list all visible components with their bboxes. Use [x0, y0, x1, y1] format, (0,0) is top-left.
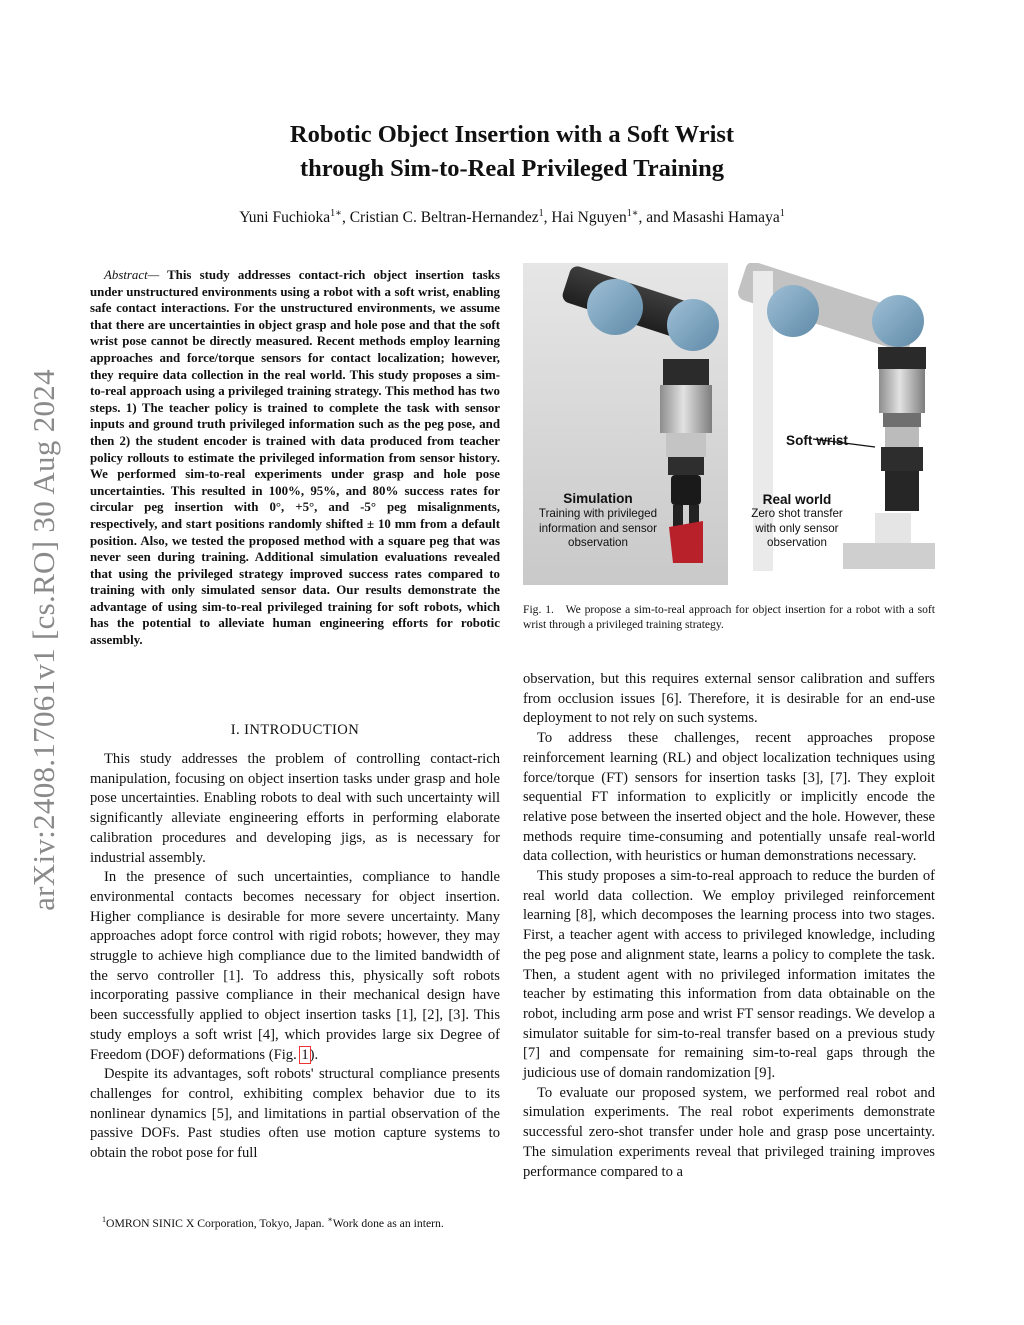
arxiv-id-text: arXiv:2408.17061v1 [cs.RO] 30 Aug 2024 — [26, 369, 61, 911]
real-world-description-line: with only sensor — [755, 521, 839, 535]
footnote-marker: 1 — [102, 1215, 106, 1224]
title-line-1: Robotic Object Insertion with a Soft Wrist — [289, 121, 735, 148]
author-3-affil: 1∗ — [626, 208, 639, 219]
abstract-text: This study addresses contact-rich object insertion tasks under unstructured environments using a robot with a soft wrist, enabling safe contact interactions. For the unstructured environments, we assume that there are uncertainties in object grasp and hole pose and that the soft wrist pose cannot be directly measured. Recent methods employ learning approaches and force/torque sensors for contact localization; however, they require data collection in the real world. This study proposes a sim-to-real approach using a privileged training strategy. This method has two steps. 1) The teacher policy is trained to complete the task with sensor inputs and ground truth privileged information such as the peg pose, and then 2) the student encoder is trained with data produced from teacher policy rollouts to estimate the privileged information from sensor history. We performed sim-to-real experiments under grasp and hole pose uncertainties. This resulted in 100%, 95%, and 80% success rates for circular peg insertion with 0°, +5°, and -5° peg misalignments, respectively, and start positions randomly shifted ± 10 mm from a default position. Also, we tested the proposed method with a square peg that was never seen during training. Additional simulation evaluations revealed that using the privileged strategy improved success rates compared to training with only simulated sensor data. Our results demonstrate the advantage of using sim-to-real privileged training for soft robots, which has the potential to alleviate human engineering efforts for robotic assembly. — [90, 268, 500, 648]
simulation-description-line: information and sensor — [539, 521, 657, 535]
author-3: , Hai Nguyen — [543, 209, 627, 227]
paragraph: To evaluate our proposed system, we performed real robot and simulation experiments. The real robot experiments demonstrate successful zero-shot transfer under hole and grasp pose uncertainty. The simulation experiments reveal that privileged training improves performance compared to a — [523, 1084, 935, 1180]
simulation-description-line: observation — [568, 536, 628, 549]
right-column-body — [523, 670, 935, 1182]
affiliation-footnote — [90, 1213, 500, 1231]
author-2: , Cristian C. Beltran-Hernandez — [341, 209, 539, 227]
simulation-description-line: Training with privileged — [538, 507, 658, 520]
simulation-label: Simulation — [563, 491, 633, 506]
paragraph — [90, 868, 500, 1065]
real-world-description — [739, 507, 855, 551]
figure-caption-text: We propose a sim-to-real approach for object insertion for a robot with a soft wrist through a privileged training strategy. — [523, 603, 935, 631]
abstract — [90, 267, 500, 649]
simulation-description — [523, 507, 673, 551]
paragraph: This study proposes a sim-to-real approach to reduce the burden of real world data collection. We employ privileged reinforcement learning [8], which decomposes the learning process into two stages. First, a teacher agent with access to privileged knowledge, including the peg pose and alignment state, learns a policy to complete the task. Then, a student agent with no privileged information imitates the teacher by estimating this information from data obtainable on the robot, including arm pose and wrist FT sensor readings. We develop a simulator suitable for sim-to-real transfer based on a previous study [7] and compensate for remaining sim-to-real gaps through the judicious use of domain randomization [9]. — [523, 868, 935, 1082]
paragraph: This study addresses the problem of controlling contact-rich manipulation, focusing on object insertion tasks under grasp and hole pose uncertainties. Enabling robots to deal with such uncertainty will significantly alleviate engineering efforts in performing elaborate calibration procedures and developing jigs, as is necessary for industrial assembly. — [90, 751, 500, 866]
author-1: Yuni Fuchioka — [239, 209, 331, 227]
figure-1-caption — [523, 602, 935, 632]
real-wrist-joint-icon — [872, 295, 924, 347]
left-column-body — [90, 750, 500, 1164]
author-2-affil: 1 — [538, 208, 544, 219]
arxiv-sidebar-stamp — [14, 340, 74, 940]
footnote-marker: ∗ — [327, 1215, 333, 1224]
figure-1 — [523, 263, 935, 585]
paper-title — [150, 118, 874, 186]
author-1-affil: 1∗ — [330, 208, 342, 219]
paragraph-text: ). — [309, 1046, 319, 1063]
figure-reference-link[interactable]: 1 — [301, 1046, 309, 1063]
paragraph-text: In the presence of such uncertainties, compliance to handle environmental contacts becomes necessary for object insertion. Higher compliance is desirable for more severe uncertainty. Many approaches adopt force control with rigid robots; however, they may struggle to achieve high compliance due to the limited bandwidth of the servo controller [1]. To address this, physically soft robots incorporating passive compliance in their mechanical design have been successfully applied to object insertion tasks [1], [2], [3]. This study employs a soft wrist [4], which provides large six Degree of Freedom (DOF) deformations (Fig. — [90, 869, 500, 1063]
author-4-affil: 1 — [779, 208, 785, 219]
sim-peg-and-hole-icon — [669, 521, 703, 563]
paragraph: Despite its advantages, soft robots' structural compliance presents challenges for control, exhibiting complex behavior due to its nonlinear dynamics [5], and limitations in partial observation of the passive DOFs. Past studies often use motion capture systems to obtain the robot pose for full — [90, 1066, 500, 1162]
sim-shoulder-joint-icon — [587, 279, 643, 335]
paragraph: To address these challenges, recent approaches propose reinforcement learning (RL) and object localization techniques using force/torque (FT) sensors for insertion tasks [3], [7]. They exploit sequential FT information to explicitly or implicitly encode the relative pose between the inserted object and the hole. However, these methods require time-consuming and potentially unsafe real-world data collection, with heuristics or human demonstrations necessary. — [523, 730, 935, 865]
paragraph: observation, but this requires external sensor calibration and suffers from occlusion issues [6]. Therefore, it is desirable for an end-use deployment to not rely on such systems. — [523, 671, 935, 727]
soft-wrist-label: Soft wrist — [786, 433, 848, 448]
soft-wrist-icon — [881, 447, 923, 471]
section-heading-introduction: I. INTRODUCTION — [230, 722, 360, 738]
author-list — [100, 208, 924, 227]
sim-elbow-joint-icon — [667, 299, 719, 351]
abstract-dash: — — [147, 268, 160, 282]
real-world-label: Real world — [762, 492, 832, 507]
real-world-description-line: observation — [767, 536, 827, 549]
title-line-2: through Sim-to-Real Privileged Training — [300, 155, 724, 182]
footnote-note: Work done as an intern. — [332, 1216, 444, 1230]
real-world-description-line: Zero shot transfer — [751, 507, 843, 520]
footnote-affiliation: OMRON SINIC X Corporation, Tokyo, Japan. — [106, 1216, 328, 1230]
figure-caption-label: Fig. 1. — [523, 603, 554, 616]
real-elbow-joint-icon — [767, 285, 819, 337]
author-4: , and Masashi Hamaya — [638, 209, 780, 227]
abstract-label: Abstract — [104, 268, 148, 282]
